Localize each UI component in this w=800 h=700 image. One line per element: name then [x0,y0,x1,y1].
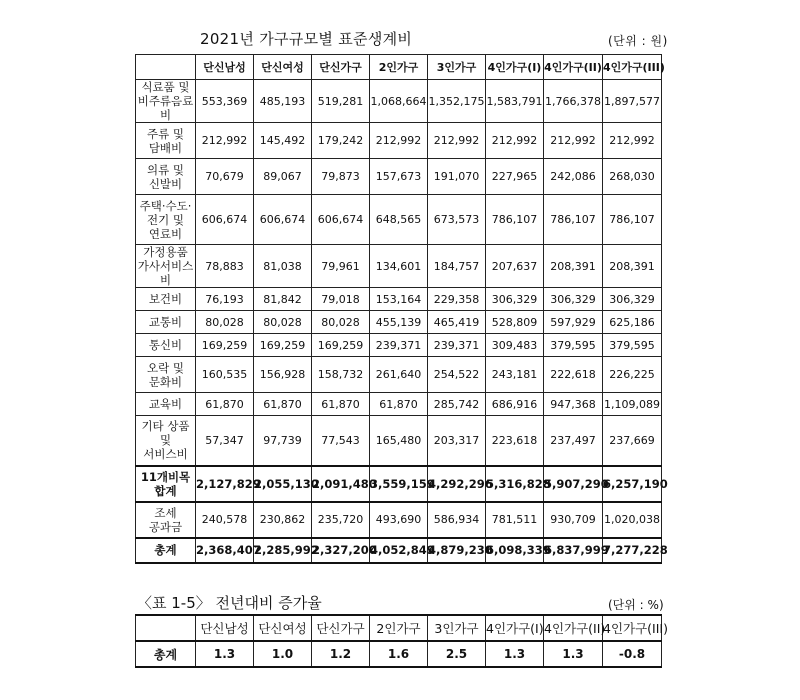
table-row [136,357,662,393]
value-cell: 285,742 [428,393,486,416]
table-row [136,245,662,288]
value-cell: 157,673 [370,159,428,195]
value-cell: 786,107 [544,195,603,245]
value-cell: 947,368 [544,393,603,416]
table2-column-header: 4인가구(II) [544,615,603,641]
row-label [136,288,196,311]
value-cell: 254,522 [428,357,486,393]
row-label-line: 오락 및 [147,360,184,375]
row-label [136,159,196,195]
table2-column-header: 4인가구(III) [603,615,662,641]
value-cell: 80,028 [312,311,370,334]
row-label-line: 주류 및 [147,126,184,141]
row-label: 총계 [136,538,196,563]
value-cell: 81,842 [254,288,312,311]
row-label-line: 11개비목 [140,469,191,484]
value-cell: 79,873 [312,159,370,195]
value-cell: 203,317 [428,416,486,466]
row-label [136,80,196,123]
tax-row [136,502,662,538]
row-label [136,245,196,288]
value-cell: 208,391 [603,245,662,288]
value-cell: 648,565 [370,195,428,245]
row-label-line: 기타 상품 [141,419,190,434]
value-cell: 239,371 [370,334,428,357]
value-cell: 519,281 [312,80,370,123]
table2-column-header: 단신남성 [196,615,254,641]
value-cell: 597,929 [544,311,603,334]
value-cell: 2,127,829 [196,466,254,502]
value-cell: 930,709 [544,502,603,538]
column-header: 4인가구(II) [544,55,603,80]
value-cell: 586,934 [428,502,486,538]
value-cell: 379,595 [544,334,603,357]
value-cell: 61,870 [196,393,254,416]
table2-cell: 1.3 [544,641,603,667]
value-cell: 227,965 [486,159,544,195]
value-cell: 80,028 [254,311,312,334]
value-cell: 3,559,159 [370,466,428,502]
value-cell: 2,285,992 [254,538,312,563]
value-cell: 77,543 [312,416,370,466]
value-cell: 212,992 [544,123,603,159]
row-label-line: 합계 [154,483,177,498]
value-cell: 235,720 [312,502,370,538]
value-cell: 57,347 [196,416,254,466]
value-cell: 268,030 [603,159,662,195]
value-cell: 5,907,290 [544,466,603,502]
row-label-line: 교통비 [148,315,183,329]
value-cell: 179,242 [312,123,370,159]
value-cell: 212,992 [196,123,254,159]
value-cell: 222,618 [544,357,603,393]
value-cell: 81,038 [254,245,312,288]
value-cell: 5,316,828 [486,466,544,502]
value-cell: 184,757 [428,245,486,288]
table2-header-row [136,615,662,641]
value-cell: 6,837,999 [544,538,603,563]
value-cell: 230,862 [254,502,312,538]
row-label [136,502,196,538]
column-header: 단신남성 [196,55,254,80]
value-cell: 169,259 [196,334,254,357]
value-cell: 212,992 [370,123,428,159]
value-cell: 306,329 [544,288,603,311]
table2-row [136,641,662,667]
value-cell: 212,992 [603,123,662,159]
table2-title: 〈표 1-5〉 전년대비 증가율 [137,594,322,612]
row-label-line: 조세 [154,505,177,520]
value-cell: 1,068,664 [370,80,428,123]
value-cell: 6,257,190 [603,466,662,502]
row-label-line: 공과금 [148,519,183,534]
table-row [136,311,662,334]
value-cell: 78,883 [196,245,254,288]
row-label-line: 비주류음료비 [137,94,194,122]
value-cell: 97,739 [254,416,312,466]
row-label [136,334,196,357]
value-cell: 1,109,089 [603,393,662,416]
value-cell: 237,497 [544,416,603,466]
value-cell: 158,732 [312,357,370,393]
row-label-line: 담배비 [148,140,183,155]
column-header: 2인가구 [370,55,428,80]
table2-cell: 2.5 [428,641,486,667]
value-cell: 2,055,130 [254,466,312,502]
table2-column-header: 3인가구 [428,615,486,641]
value-cell: 1,020,038 [603,502,662,538]
value-cell: 781,511 [486,502,544,538]
value-cell: 455,139 [370,311,428,334]
table-row [136,334,662,357]
table-row [136,288,662,311]
value-cell: 306,329 [486,288,544,311]
value-cell: 379,595 [603,334,662,357]
table2-cell: 1.2 [312,641,370,667]
value-cell: 786,107 [603,195,662,245]
column-header: 단신여성 [254,55,312,80]
value-cell: 625,186 [603,311,662,334]
value-cell: 160,535 [196,357,254,393]
value-cell: 242,086 [544,159,603,195]
table2-cell: 1.0 [254,641,312,667]
value-cell: 79,961 [312,245,370,288]
value-cell: 153,164 [370,288,428,311]
row-label-line: 통신비 [148,338,183,352]
value-cell: 1,897,577 [603,80,662,123]
column-header: 4인가구(I) [486,55,544,80]
unit-label: (단위 : 원) [608,34,668,48]
value-cell: 1,766,378 [544,80,603,123]
value-cell: 79,018 [312,288,370,311]
table2-column-header: 단신가구 [312,615,370,641]
value-cell: 89,067 [254,159,312,195]
table-row [136,416,662,466]
value-cell: 207,637 [486,245,544,288]
value-cell: 2,368,407 [196,538,254,563]
table2-column-header: 4인가구(I) [486,615,544,641]
row-label [136,466,196,502]
value-cell: 553,369 [196,80,254,123]
value-cell: 606,674 [196,195,254,245]
value-cell: 1,352,175 [428,80,486,123]
row-label-line: 교육비 [148,397,183,411]
column-header: 단신가구 [312,55,370,80]
table2-column-header: 단신여성 [254,615,312,641]
value-cell: 237,669 [603,416,662,466]
table-row [136,393,662,416]
row-label-line: 의류 및 [147,162,184,177]
value-cell: 239,371 [428,334,486,357]
value-cell: 223,618 [486,416,544,466]
row-label-line: 전기 및 [147,212,184,227]
value-cell: 606,674 [312,195,370,245]
value-cell: 134,601 [370,245,428,288]
row-label-line: 식료품 및 [141,80,190,94]
column-header: 3인가구 [428,55,486,80]
table-title: 2021년 가구규모별 표준생계비 [200,30,413,48]
value-cell: 4,052,849 [370,538,428,563]
value-cell: 212,992 [428,123,486,159]
value-cell: 208,391 [544,245,603,288]
table-row [136,159,662,195]
total-row [136,538,662,563]
row-label-line: 및 [159,433,172,448]
value-cell: 673,573 [428,195,486,245]
table2-corner-cell [136,615,196,641]
row-label-line: 문화비 [148,374,183,389]
value-cell: 606,674 [254,195,312,245]
row-label [136,416,196,466]
value-cell: 686,916 [486,393,544,416]
row-label-line: 서비스비 [143,447,188,462]
value-cell: 165,480 [370,416,428,466]
row-label [136,393,196,416]
value-cell: 7,277,228 [603,538,662,563]
value-cell: 156,928 [254,357,312,393]
cost-of-living-table [135,54,668,564]
value-cell: 261,640 [370,357,428,393]
value-cell: 145,492 [254,123,312,159]
growth-rate-table [135,614,668,668]
value-cell: 485,193 [254,80,312,123]
row-label [136,195,196,245]
table2-unit-label: (단위 : %) [608,598,664,612]
value-cell: 786,107 [486,195,544,245]
table2-cell: -0.8 [603,641,662,667]
value-cell: 2,091,480 [312,466,370,502]
value-cell: 169,259 [312,334,370,357]
value-cell: 212,992 [486,123,544,159]
subtotal-row [136,466,662,502]
value-cell: 4,879,230 [428,538,486,563]
value-cell: 226,225 [603,357,662,393]
value-cell: 243,181 [486,357,544,393]
corner-cell [136,55,196,80]
value-cell: 1,583,791 [486,80,544,123]
value-cell: 70,679 [196,159,254,195]
value-cell: 80,028 [196,311,254,334]
value-cell: 240,578 [196,502,254,538]
value-cell: 169,259 [254,334,312,357]
value-cell: 76,193 [196,288,254,311]
table2-cell: 1.6 [370,641,428,667]
row-label [136,123,196,159]
row-label [136,311,196,334]
value-cell: 61,870 [254,393,312,416]
row-label-line: 연료비 [148,226,183,241]
value-cell: 61,870 [370,393,428,416]
value-cell: 4,292,296 [428,466,486,502]
value-cell: 61,870 [312,393,370,416]
row-label-line: 보건비 [148,292,183,306]
table-row [136,195,662,245]
value-cell: 528,809 [486,311,544,334]
table2-cell: 1.3 [486,641,544,667]
value-cell: 6,098,339 [486,538,544,563]
table-row [136,80,662,123]
value-cell: 493,690 [370,502,428,538]
row-label-line: 가사서비스비 [137,259,194,287]
value-cell: 306,329 [603,288,662,311]
row-label-line: 가정용품 [143,245,188,259]
value-cell: 2,327,200 [312,538,370,563]
row-label-line: 신발비 [148,176,183,191]
header-row [136,55,662,80]
table2-row-label: 총계 [136,641,196,667]
value-cell: 309,483 [486,334,544,357]
table2-column-header: 2인가구 [370,615,428,641]
table-row [136,123,662,159]
row-label-line: 주택·수도· [139,198,192,213]
table2-cell: 1.3 [196,641,254,667]
value-cell: 191,070 [428,159,486,195]
row-label [136,357,196,393]
column-header: 4인가구(III) [603,55,662,80]
value-cell: 465,419 [428,311,486,334]
value-cell: 229,358 [428,288,486,311]
